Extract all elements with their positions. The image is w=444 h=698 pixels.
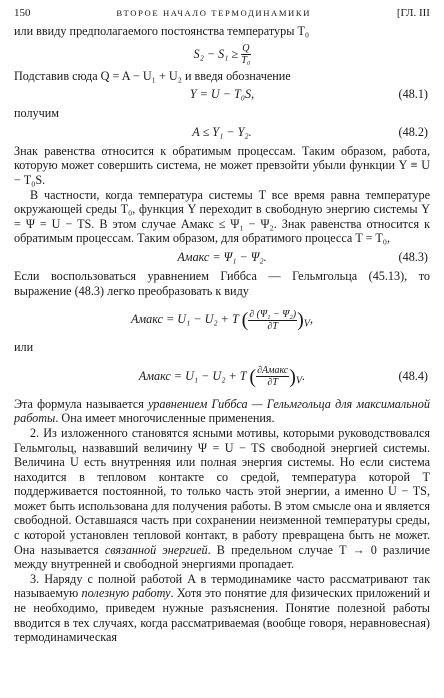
page-number: 150 — [14, 7, 31, 19]
equation-gibbs-helmholtz-1: Aмакс = U₁ − U₂ + T ( $\frac{\text{∂ (Ψ₁ − Ψ₂)}}{\partial T}$ )$_V$, — [130, 308, 314, 332]
equation-48-4: Aмакс = U₁ − U₂ + T ( ∂Aмакс ∂T )$_V$. (48.4) — [14, 355, 430, 397]
fraction-q-over-t0 — [241, 43, 250, 66]
chapter-label: [ГЛ. III — [396, 7, 430, 19]
paragraph-formula-name — [14, 397, 430, 426]
equation-48-1-expr: Y = U − T₀S, — [189, 87, 255, 102]
subscript-v: V — [295, 375, 303, 387]
equation-48-4-label: (48.4) — [398, 368, 428, 383]
equation-48-2 — [14, 121, 430, 144]
text-run: 3. Наряду с полной работой A в термодинамике часто рассматривают так называемую — [14, 571, 430, 601]
equation-48-2-expr: A ≤ Y₁ − Y₂. — [192, 124, 252, 139]
emphasis-useful-work: полезную работу — [81, 586, 171, 601]
equation-48-1 — [14, 83, 430, 106]
fraction-numerator: ∂Aмакс — [257, 365, 289, 377]
text-run: Эта формула называется — [14, 396, 149, 411]
paragraph-getting: получим — [14, 106, 59, 121]
equation-48-2-label: (48.2) — [398, 124, 428, 139]
paragraph-or: или — [14, 340, 34, 355]
text-run: 2. Из изложенного становятся ясными мотивы, которыми руководствовался Гельмгольц, назвавший величину Ψ = U − TS свободной энергией системы. Величина U есть внутренняя или полная энергия системы. Но если система находится в тепловом контакте со средой, температура которой T поддерживается постоянной, то только часть этой энергии, а именно U − TS, может быть использована для получения работы. В этом смысле она и является свободной. Оставшаяся часть при сохранении неизменной температуры среды, с которой установлен тепловой контакт, в работу превращена быть не может. Она называется — [14, 425, 430, 557]
paragraph-useful-work — [14, 572, 430, 645]
equation-gh1-left: Aмакс = U₁ − U₂ + T — [130, 312, 239, 327]
equation-entropy — [14, 39, 430, 69]
fraction-denominator: ∂T — [267, 377, 278, 389]
fraction-denominator: ∂T — [267, 320, 278, 332]
text-run: . В предельном случае T → 0 различие между внутренней и свободной энергиями пропадает. — [14, 542, 430, 572]
text-run: . Хотя это понятие для физических приложений и не необходимо, приведем нужные разъяснения. Понятие полезной работы вводится в тех случаях, когда рассматриваемая (вообще говоря, неравновесная) термодинамическая — [14, 586, 430, 645]
paragraph-helmholtz-motives — [14, 426, 430, 572]
fraction-numerator: Q — [242, 43, 250, 55]
page-header — [14, 6, 430, 24]
paragraph-free-energy: В частности, когда температура системы T все время равна температуре окружающей среды T₀, функция Y переходит в свободную энергию системы Y = Ψ = U − TS. В этом случае Aмакс ≤ Ψ₁ − Ψ₂. Знак равенства относится к обратимым процессам. Таким образом, для обратимого процесса T = T₀, — [14, 187, 430, 246]
equation-48-1-label: (48.1) — [398, 87, 428, 102]
paragraph-reversible: Знак равенства относится к обратимым процессам. Таким образом, работа, которую может совершить система, не может превзойти убыли функции Y ≡ U − T₀S. — [14, 143, 430, 187]
equation-48-3 — [14, 246, 430, 269]
equation-entropy-left: S₂ − S₁ ≥ — [193, 46, 239, 61]
equation-48-3-label: (48.3) — [398, 249, 428, 264]
equation-48-3-expr: Aмакс = Ψ₁ − Ψ₂. — [177, 249, 267, 264]
fraction-damax-dt — [256, 365, 289, 388]
paragraph-gibbs-intro: Если воспользоваться уравнением Гиббса — Гельмгольца (45.13), то выражение (48.3) легко преобразовать к виду — [14, 268, 430, 298]
emphasis-gibbs-helmholtz: уравнением Гиббса — Гельмгольца для максимальной работы — [14, 396, 430, 426]
emphasis-bound-energy: связанной энергией — [104, 542, 208, 557]
text-run: . Она имеет многочисленные применения. — [55, 411, 275, 426]
equation-48-4-left: Aмакс = U₁ − U₂ + T — [138, 368, 247, 383]
equation-48-4-tail: . — [302, 368, 306, 383]
fraction-numerator: ∂ (Ψ₁ − Ψ₂) — [249, 308, 297, 320]
equation-gh1-tail: , — [310, 312, 314, 327]
subscript-v: V — [303, 318, 310, 330]
paragraph-substitution: Подставив сюда Q = A − U₁ + U₂ и введя обозначение — [14, 68, 291, 83]
running-title: ВТОРОЕ НАЧАЛО ТЕРМОДИНАМИКИ — [116, 8, 312, 18]
fraction-dpsi-dt — [248, 309, 297, 332]
paragraph-intro: или ввиду предполагаемого постоянства температуры T₀ — [14, 24, 310, 38]
fraction-denominator: T₀ — [241, 55, 251, 67]
